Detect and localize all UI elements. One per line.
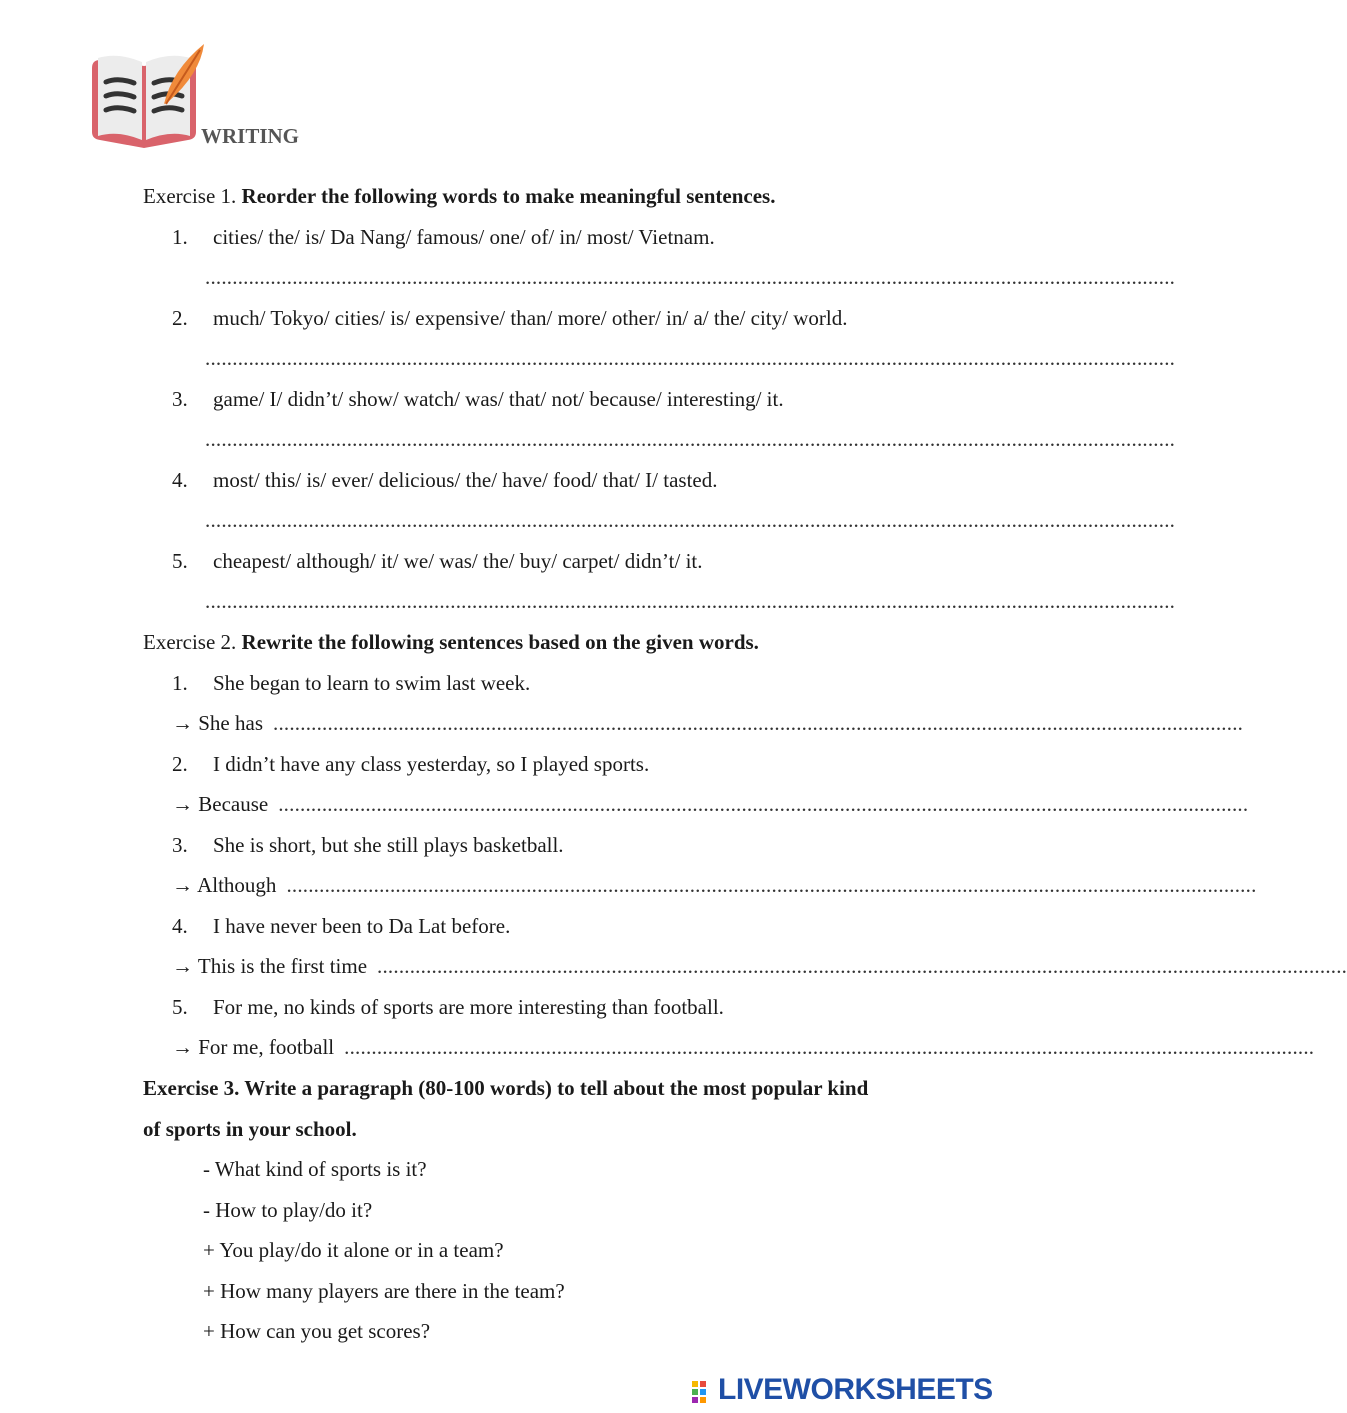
prompt-item: + How can you get scores? — [203, 1319, 431, 1343]
rewrite-lead: → Because — [172, 792, 269, 816]
exercise1-instruction: Reorder the following words to make meaningful sentences. — [241, 184, 776, 208]
exercise3-title-cont: of sports in your school. — [143, 1117, 357, 1141]
rewrite-line[interactable] — [172, 1034, 1315, 1060]
rewrite-lead: → She has — [172, 711, 263, 735]
answer-dots[interactable]: .................................................................................................................................................................................. — [278, 792, 1249, 816]
answer-dots[interactable]: .................................................................................................................................................................................. — [286, 873, 1257, 897]
rewrite-lead: → For me, football — [172, 1035, 335, 1059]
ex1-item-text: cities/ the/ is/ Da Nang/ famous/ one/ of/ in/ most/ Vietnam. — [213, 225, 715, 249]
ex1-item-text: most/ this/ is/ ever/ delicious/ the/ have/ food/ that/ I/ tasted. — [213, 468, 718, 492]
rewrite-line[interactable] — [172, 953, 1347, 979]
ex1-item-number: 2. — [172, 306, 188, 330]
ex2-item-text: She began to learn to swim last week. — [213, 671, 531, 695]
ex2-item-number: 1. — [172, 671, 188, 695]
ex2-item-number: 4. — [172, 914, 188, 938]
rewrite-line[interactable] — [172, 710, 1244, 736]
answer-line[interactable]: .................................................................................................................................................................................. — [205, 427, 1176, 451]
exercise3-title: Exercise 3. Write a paragraph (80-100 words) to tell about the most popular kind — [143, 1076, 869, 1100]
rewrite-lead: → This is the first time — [172, 954, 368, 978]
rewrite-line[interactable] — [172, 872, 1257, 898]
ex2-item-text: She is short, but she still plays basketball. — [213, 833, 564, 857]
answer-line[interactable]: .................................................................................................................................................................................. — [205, 265, 1176, 289]
ex1-item-number: 4. — [172, 468, 188, 492]
answer-dots[interactable]: .................................................................................................................................................................................. — [377, 954, 1347, 978]
ex2-item-text: I didn’t have any class yesterday, so I played sports. — [213, 752, 650, 776]
liveworksheets-brand: LIVEWORKSHEETS — [718, 1373, 993, 1406]
ex1-item-number: 1. — [172, 225, 188, 249]
prompt-item: - What kind of sports is it? — [203, 1157, 427, 1181]
exercise1-heading — [143, 183, 775, 209]
ex1-item-text: much/ Tokyo/ cities/ is/ expensive/ than/ more/ other/ in/ a/ the/ city/ world. — [213, 306, 848, 330]
exercise2-instruction: Rewrite the following sentences based on the given words. — [241, 630, 759, 654]
ex2-item-number: 2. — [172, 752, 188, 776]
ex1-item-number: 3. — [172, 387, 188, 411]
ex2-item-text: For me, no kinds of sports are more interesting than football. — [213, 995, 724, 1019]
exercise1-label: Exercise 1. — [143, 184, 237, 208]
prompt-item: - How to play/do it? — [203, 1198, 373, 1222]
answer-line[interactable]: .................................................................................................................................................................................. — [205, 589, 1176, 613]
prompt-item: + You play/do it alone or in a team? — [203, 1238, 504, 1262]
prompt-item: + How many players are there in the team? — [203, 1279, 565, 1303]
liveworksheets-icon — [690, 1375, 716, 1405]
answer-line[interactable]: .................................................................................................................................................................................. — [205, 508, 1176, 532]
section-title: WRITING — [201, 124, 300, 148]
book-quill-icon — [88, 40, 208, 155]
ex2-item-number: 5. — [172, 995, 188, 1019]
exercise2-label: Exercise 2. — [143, 630, 237, 654]
ex1-item-text: cheapest/ although/ it/ we/ was/ the/ buy/ carpet/ didn’t/ it. — [213, 549, 703, 573]
rewrite-lead: → Although — [172, 873, 277, 897]
ex2-item-number: 3. — [172, 833, 188, 857]
ex2-item-text: I have never been to Da Lat before. — [213, 914, 511, 938]
exercise2-heading — [143, 629, 759, 655]
ex1-item-number: 5. — [172, 549, 188, 573]
answer-dots[interactable]: .................................................................................................................................................................................. — [344, 1035, 1315, 1059]
answer-line[interactable]: .................................................................................................................................................................................. — [205, 346, 1176, 370]
rewrite-line[interactable] — [172, 791, 1249, 817]
liveworksheets-logo[interactable] — [690, 1370, 993, 1410]
answer-dots[interactable]: .................................................................................................................................................................................. — [273, 711, 1244, 735]
ex1-item-text: game/ I/ didn’t/ show/ watch/ was/ that/ not/ because/ interesting/ it. — [213, 387, 784, 411]
